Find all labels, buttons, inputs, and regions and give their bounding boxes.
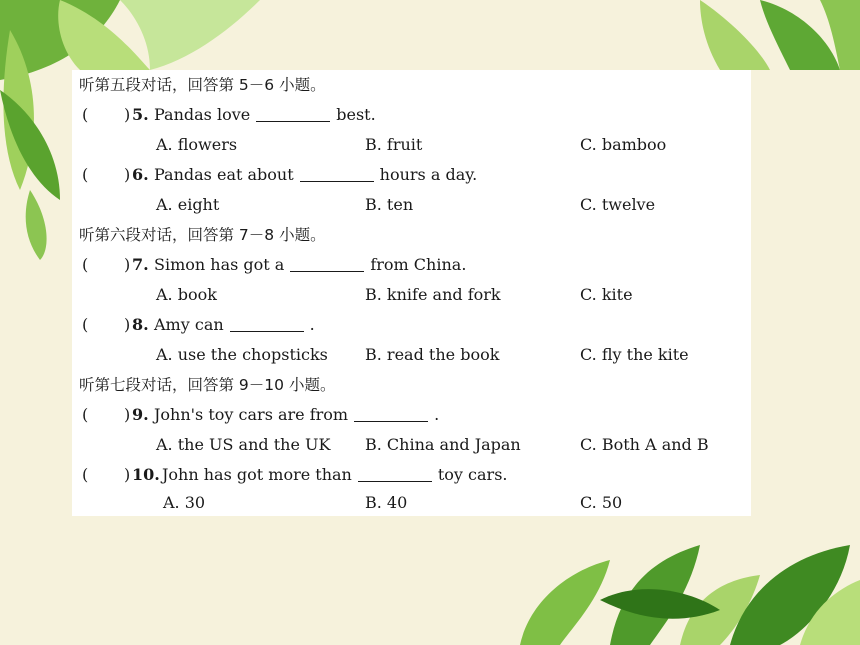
- answer-bracket-open: (: [82, 105, 89, 124]
- answer-bracket-close: ): [124, 165, 131, 184]
- question-number: 6.: [132, 165, 149, 184]
- question-row: [72, 460, 751, 490]
- stem-after: best.: [336, 105, 376, 124]
- option-b: B. fruit: [365, 135, 423, 154]
- question-stem: [154, 400, 439, 430]
- section-heading: 听第六段对话，回答第 7－8 小题。: [79, 226, 326, 244]
- answer-blank: [230, 330, 304, 332]
- options-row: [72, 280, 751, 310]
- question-row: [72, 400, 751, 430]
- question-stem: [154, 250, 466, 280]
- options-row: [72, 130, 751, 160]
- option-b: B. China and Japan: [365, 435, 521, 454]
- question-sheet: [72, 70, 751, 516]
- answer-blank: [300, 180, 374, 182]
- stem-after: .: [309, 315, 315, 334]
- top-right-leaves-icon: [700, 0, 860, 70]
- question-row: [72, 160, 751, 190]
- answer-bracket-open: (: [82, 165, 89, 184]
- section-heading: 听第七段对话，回答第 9－10 小题。: [79, 376, 336, 394]
- question-stem: [154, 160, 477, 190]
- option-c: C. Both A and B: [580, 435, 709, 454]
- option-c: C. kite: [580, 285, 633, 304]
- question-stem: [154, 310, 315, 340]
- question-number: 7.: [132, 255, 149, 274]
- options-row: [72, 340, 751, 370]
- question-number: 9.: [132, 405, 149, 424]
- answer-bracket-close: ): [124, 315, 131, 334]
- option-a: A. book: [156, 285, 217, 304]
- answer-bracket-open: (: [82, 315, 89, 334]
- stem-after: hours a day.: [379, 165, 478, 184]
- option-c: C. fly the kite: [580, 345, 689, 364]
- options-row: [72, 190, 751, 220]
- answer-blank: [354, 420, 428, 422]
- stem-after: toy cars.: [437, 465, 508, 484]
- question-number: 5.: [132, 105, 149, 124]
- question-stem: [154, 100, 376, 130]
- option-a: A. 30: [163, 493, 206, 512]
- stem-before: John's toy cars are from: [154, 405, 349, 424]
- question-number: 8.: [132, 315, 149, 334]
- option-a: A. flowers: [156, 135, 238, 154]
- answer-blank: [358, 480, 432, 482]
- option-b: B. 40: [365, 493, 408, 512]
- option-a: A. use the chopsticks: [156, 345, 328, 364]
- answer-bracket-open: (: [82, 255, 89, 274]
- answer-bracket-close: ): [124, 405, 131, 424]
- option-b: B. read the book: [365, 345, 500, 364]
- stem-before: Amy can: [154, 315, 224, 334]
- question-stem: [162, 460, 508, 490]
- answer-blank: [290, 270, 364, 272]
- answer-blank: [256, 120, 330, 122]
- option-c: C. twelve: [580, 195, 656, 214]
- answer-bracket-open: (: [82, 465, 89, 484]
- option-b: B. ten: [365, 195, 414, 214]
- option-a: A. eight: [156, 195, 220, 214]
- option-c: C. bamboo: [580, 135, 667, 154]
- bottom-right-leaves-icon: [520, 545, 860, 645]
- option-a: A. the US and the UK: [156, 435, 331, 454]
- options-row: [72, 488, 751, 518]
- question-row: [72, 310, 751, 340]
- stem-after: .: [434, 405, 440, 424]
- question-row: [72, 100, 751, 130]
- answer-bracket-open: (: [82, 405, 89, 424]
- question-row: [72, 250, 751, 280]
- answer-bracket-close: ): [124, 105, 131, 124]
- section-heading: 听第五段对话，回答第 5－6 小题。: [79, 76, 326, 94]
- stem-before: Pandas love: [154, 105, 251, 124]
- option-c: C. 50: [580, 493, 623, 512]
- stem-before: Simon has got a: [154, 255, 285, 274]
- stem-before: John has got more than: [162, 465, 352, 484]
- options-row: [72, 430, 751, 460]
- stem-before: Pandas eat about: [154, 165, 294, 184]
- answer-bracket-close: ): [124, 255, 131, 274]
- option-b: B. knife and fork: [365, 285, 501, 304]
- stem-after: from China.: [370, 255, 467, 274]
- answer-bracket-close: ): [124, 465, 131, 484]
- question-number: 10.: [132, 465, 160, 484]
